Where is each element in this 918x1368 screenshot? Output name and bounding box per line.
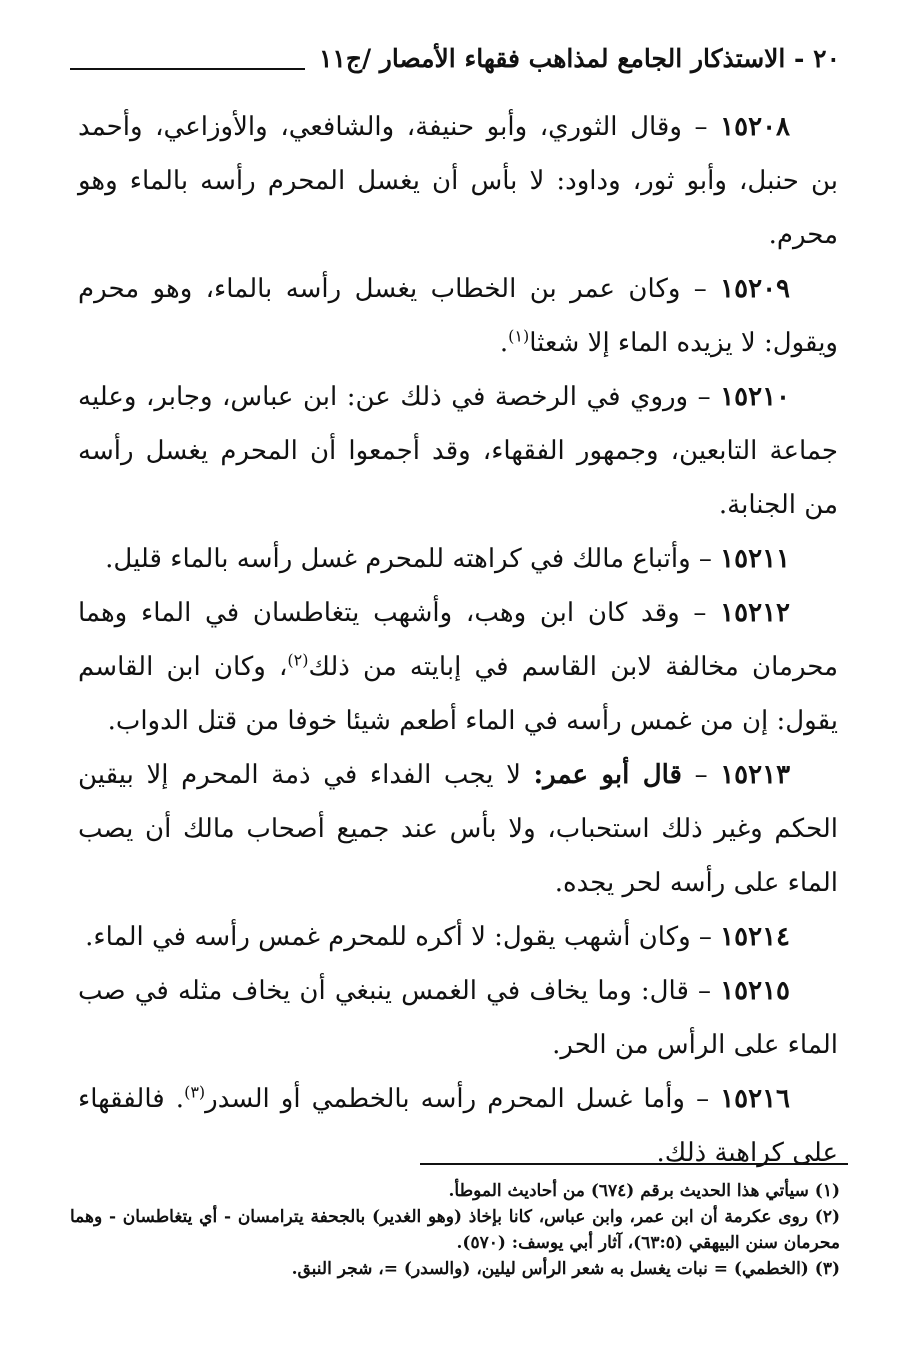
paragraph-number: ١٥٢١١ xyxy=(720,544,790,574)
paragraph-number: ١٥٢١٢ xyxy=(720,598,790,628)
paragraph-text: وروي في الرخصة في ذلك عن: ابن عباس، وجابر، وعليه جماعة التابعين، وجمهور الفقهاء، وقد أجمعوا أن المحرم يغسل رأسه من الجنابة. xyxy=(78,382,838,520)
paragraph-lead: قال أبو عمر: xyxy=(533,760,682,790)
paragraph-text-after: ، وكان ابن القاسم يقول: إن من غمس رأسه في الماء أطعم شيئا خوفا من قتل الدواب. xyxy=(78,652,838,736)
paragraph-text: وكان عمر بن الخطاب يغسل رأسه بالماء، وهو محرم ويقول: لا يزيده الماء إلا شعثا xyxy=(78,274,838,358)
paragraph: ١٥٢١٢ – وقد كان ابن وهب، وأشهب يتغاطسان في الماء وهما محرمان مخالفة لابن القاسم في إبايته من ذلك$^{(٢)}$، وكان ابن القاسم يقول: إن من غمس رأسه في الماء أطعم شيئا خوفا من قتل الدواب. xyxy=(78,598,838,736)
paragraph-number: ١٥٢٠٨ xyxy=(720,112,790,142)
paragraph: ١٥٢١٠ – وروي في الرخصة في ذلك عن: ابن عباس، وجابر، وعليه جماعة التابعين، وجمهور الفقهاء، وقد أجمعوا أن المحرم يغسل رأسه من الجنابة. xyxy=(78,382,838,520)
main-text xyxy=(78,100,838,1180)
paragraph: ١٥٢١٥ – قال: وما يخاف في الغمس ينبغي أن يخاف مثله في صب الماء على الرأس من الحر. xyxy=(78,976,838,1060)
paragraph-text: لا يجب الفداء في ذمة المحرم إلا بيقين الحكم وغير ذلك استحباب، ولا بأس عند جميع أصحاب مالك أن يصب الماء على رأسه لحر يجده. xyxy=(78,760,838,898)
paragraph-number: ١٥٢١٠ xyxy=(720,382,791,412)
paragraph-number: ١٥٢١٦ xyxy=(720,1084,791,1114)
paragraph-number: ١٥٢١٣ xyxy=(720,760,791,790)
paragraph: ١٥٢١١ – وأتباع مالك في كراهته للمحرم غسل رأسه بالماء قليل. xyxy=(105,544,790,574)
paragraph-text: وأتباع مالك في كراهته للمحرم غسل رأسه بالماء قليل. xyxy=(105,544,691,574)
paragraph-text-after: . xyxy=(499,328,509,358)
paragraph-number: ١٥٢١٤ xyxy=(720,922,790,952)
paragraph-text: قال: وما يخاف في الغمس ينبغي أن يخاف مثله في صب الماء على الرأس من الحر. xyxy=(78,976,838,1060)
footnote-ref: (٢) xyxy=(287,650,309,670)
footnote-ref: (١) xyxy=(508,326,530,346)
paragraph: ١٥٢٠٨ – وقال الثوري، وأبو حنيفة، والشافعي، والأوزاعي، وأحمد بن حنبل، وأبو ثور، وداود: لا بأس أن يغسل المحرم رأسه بالماء وهو محرم. xyxy=(78,112,838,250)
paragraph-text: وأما غسل المحرم رأسه بالخطمي أو السدر xyxy=(205,1084,685,1114)
paragraph-text: وقد كان ابن وهب، وأشهب يتغاطسان في الماء وهما محرمان مخالفة لابن القاسم في إبايته من ذلك xyxy=(78,598,838,682)
footnote: (١) سيأتي هذا الحديث برقم (٦٧٤) من أحاديث الموطأ. xyxy=(448,1181,840,1201)
footnote: (٢) روى عكرمة أن ابن عمر، وابن عباس، كانا بإخاذ (وهو الغدير) بالجحفة يترامسان - أي يتغاطسان - وهما محرمان سنن البيهقي (٦٣:٥)، آثار أبي يوسف: (٥٧٠). xyxy=(70,1207,840,1253)
paragraph: ١٥٢١٦ – وأما غسل المحرم رأسه بالخطمي أو السدر$^{(٣)}$. فالفقهاء على كراهية ذلك. xyxy=(78,1082,838,1168)
page-header xyxy=(70,40,840,80)
footnote-ref: (٣) xyxy=(184,1082,206,1102)
paragraph-text-after: . فالفقهاء على كراهية ذلك. xyxy=(78,1084,838,1168)
running-header: ٢٠ - الاستذكار الجامع لمذاهب فقهاء الأمصار /ج١١ xyxy=(318,44,840,73)
footnote-separator xyxy=(420,1163,848,1165)
paragraph-text: وقال الثوري، وأبو حنيفة، والشافعي، والأوزاعي، وأحمد بن حنبل، وأبو ثور، وداود: لا بأس أن يغسل المحرم رأسه بالماء وهو محرم. xyxy=(78,112,838,250)
paragraph-text: وكان أشهب يقول: لا أكره للمحرم غمس رأسه في الماء. xyxy=(85,922,691,952)
footnote: (٣) (الخطمي) = نبات يغسل به شعر الرأس ليلين، (والسدر) =، شجر النبق. xyxy=(291,1259,840,1279)
paragraph-number: ١٥٢١٥ xyxy=(720,976,791,1006)
footnotes xyxy=(70,1178,840,1282)
paragraph-number: ١٥٢٠٩ xyxy=(720,274,790,304)
paragraph: ١٥٢١٤ – وكان أشهب يقول: لا أكره للمحرم غمس رأسه في الماء. xyxy=(85,922,790,952)
header-rule xyxy=(70,68,305,70)
paragraph: ١٥٢٠٩ – وكان عمر بن الخطاب يغسل رأسه بالماء، وهو محرم ويقول: لا يزيده الماء إلا شعثا$^{(١)}$. xyxy=(78,274,838,358)
paragraph: ١٥٢١٣ – قال أبو عمر: لا يجب الفداء في ذمة المحرم إلا بيقين الحكم وغير ذلك استحباب، ولا بأس عند جميع أصحاب مالك أن يصب الماء على رأسه لحر يجده. xyxy=(78,760,838,898)
